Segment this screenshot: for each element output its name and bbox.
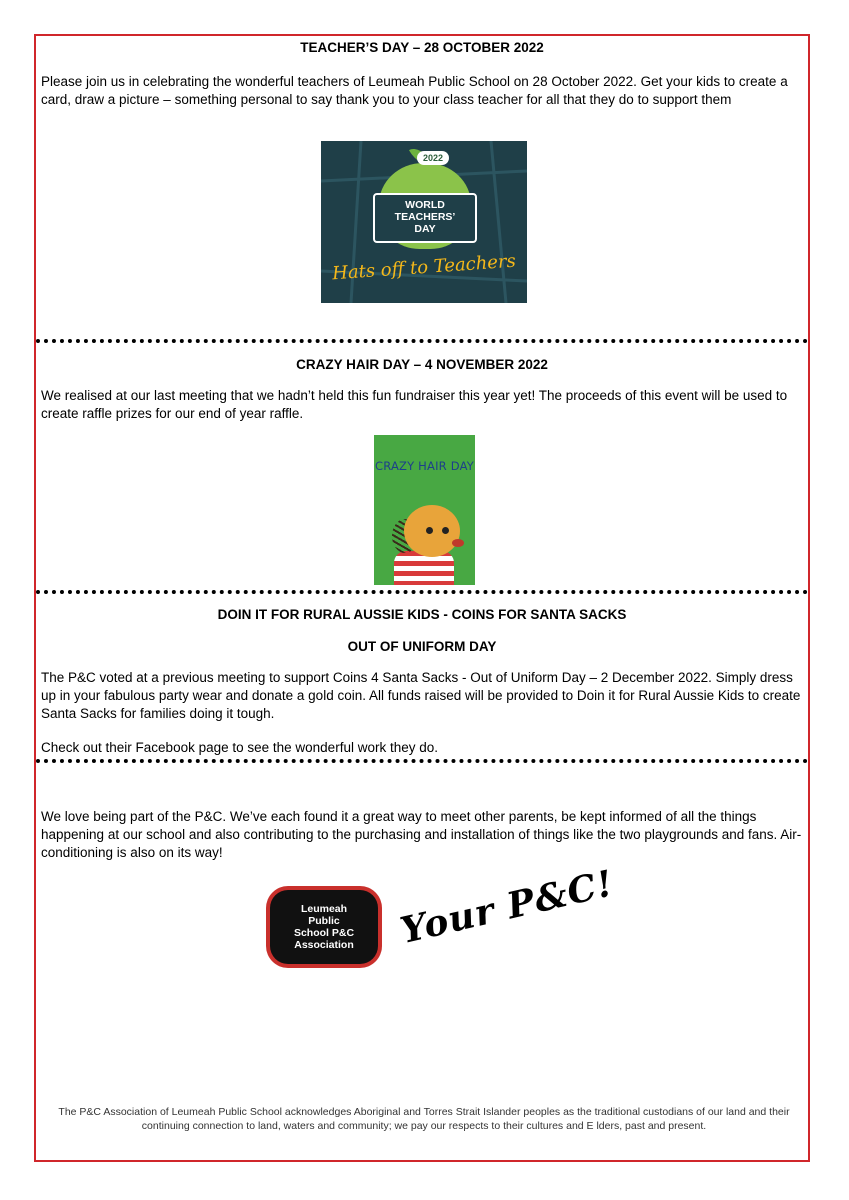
teachers-day-text: Please join us in celebrating the wonderful teachers of Leumeah Public School on 28 October 2022. Get your kids to create a card, draw a picture – something personal to say thank you to your class teacher for all that they do to support them xyxy=(41,74,788,107)
title-line: DAY xyxy=(414,223,436,235)
signature: Your P&C! xyxy=(396,862,618,952)
eye-icon xyxy=(426,527,433,534)
section-divider xyxy=(36,590,808,594)
out-of-uniform-heading: OUT OF UNIFORM DAY xyxy=(347,639,497,654)
year-badge: 2022 xyxy=(417,151,449,165)
title-line: WORLD xyxy=(405,199,445,211)
crazy-hair-day-heading: CRAZY HAIR DAY – 4 NOVEMBER 2022 xyxy=(296,357,548,372)
logo-line: School P&C xyxy=(293,927,355,939)
poster-slogan: Hats off to Teachers xyxy=(331,250,517,285)
logo-line: Public xyxy=(308,915,340,927)
eye-icon xyxy=(442,527,449,534)
nose-icon xyxy=(452,539,464,547)
rural-kids-text: The P&C voted at a previous meeting to support Coins 4 Santa Sacks - Out of Uniform Day – 2 December 2022. Simply dress up in your fabulous party wear and donate a gold coin. All funds raised will be provided to Doin it for Rural Aussie Kids to create Santa Sacks for families doing it tough. xyxy=(41,670,801,721)
logo-line: Association xyxy=(294,939,354,951)
logo-line: Leumeah xyxy=(300,903,348,915)
facebook-note: Check out their Facebook page to see the wonderful work they do. xyxy=(41,740,438,755)
teachers-day-heading: TEACHER’S DAY – 28 OCTOBER 2022 xyxy=(300,40,544,55)
crazy-hair-day-image-title: CRAZY HAIR DAY xyxy=(375,459,474,473)
rural-kids-heading: DOIN IT FOR RURAL AUSSIE KIDS - COINS FOR SANTA SACKS xyxy=(217,607,627,622)
title-line: TEACHERS’ xyxy=(394,211,456,223)
section-divider xyxy=(36,339,808,343)
acknowledgement-of-country: The P&C Association of Leumeah Public School acknowledges Aboriginal and Torres Strait Islander peoples as the traditional custodians of our land and their continuing connection to land, waters and community; we pay our respects to their cultures and E lders, past and present. xyxy=(58,1106,790,1132)
pc-association-logo xyxy=(266,886,382,968)
crazy-hair-day-text: We realised at our last meeting that we hadn’t held this fun fundraiser this year yet! The proceeds of this event will be used to create raffle prizes for our end of year raffle. xyxy=(41,388,788,421)
section-divider xyxy=(36,759,808,763)
world-teachers-day-image xyxy=(321,141,527,303)
crazy-hair-day-image xyxy=(374,435,475,585)
pc-logo-text xyxy=(270,890,378,964)
world-teachers-day-title xyxy=(373,193,477,243)
closing-text: We love being part of the P&C. We’ve each found it a great way to meet other parents, be kept informed of all the things happening at our school and also contributing to the purchasing and installation of things like the two playgrounds and fans. Air-conditioning is also on its way! xyxy=(41,809,802,860)
